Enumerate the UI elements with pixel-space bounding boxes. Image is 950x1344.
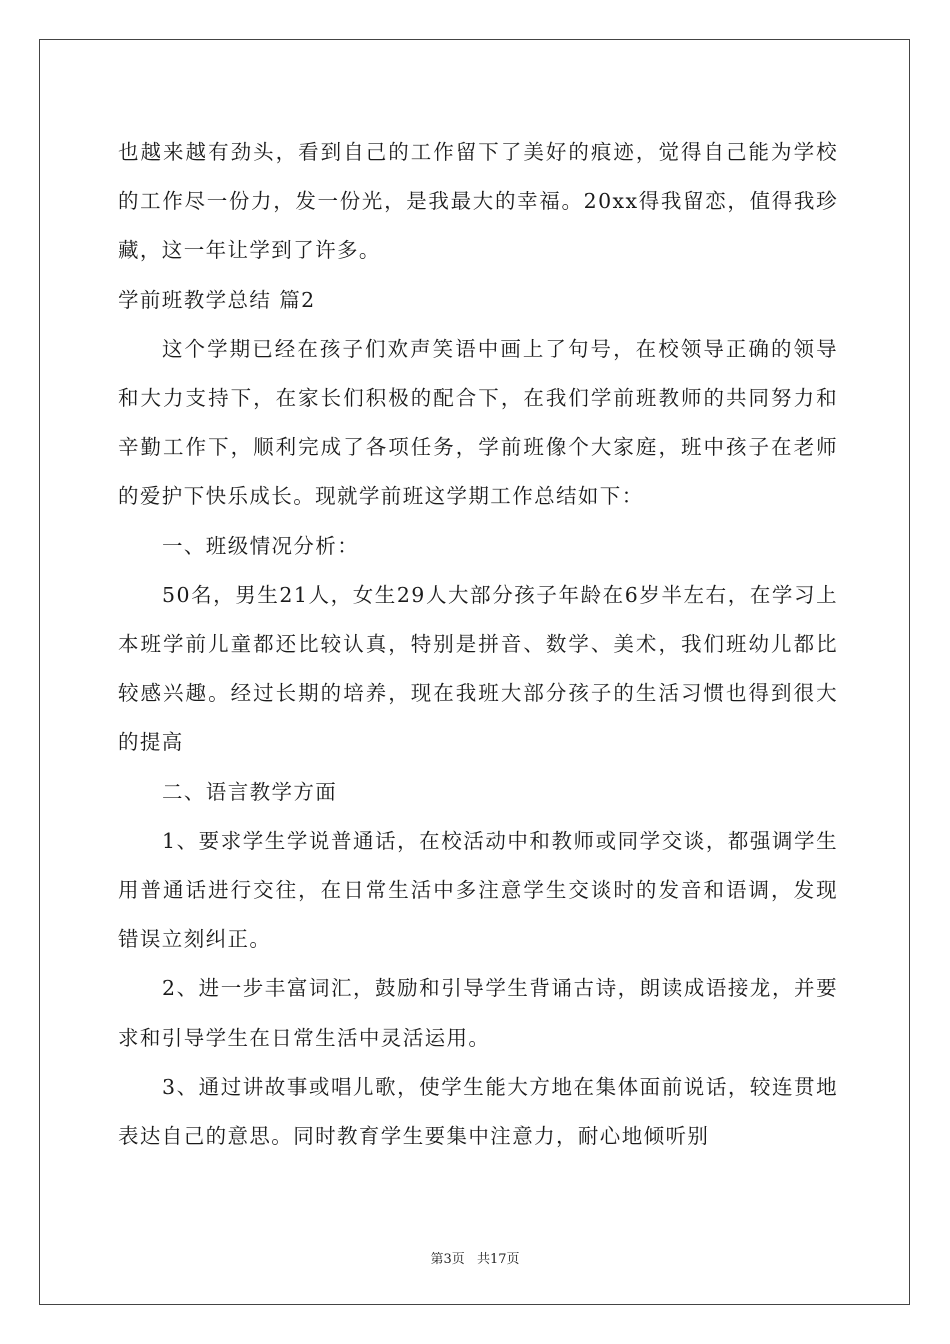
subheading-language-teaching: 二、语言教学方面 [162,779,338,804]
paragraph-item-1: 1、要求学生学说普通话，在校活动中和教师或同学交谈，都强调学生用普通话进行交往，在日常生活中多注意学生交谈时的发音和语调，发现错误立刻纠正。 [118,828,838,952]
paragraph-class-analysis: 50名，男生21人，女生29人大部分孩子年龄在6岁半左右，在学习上本班学前儿童都还比较认真，特别是拼音、数学、美术，我们班幼儿都比较感兴趣。经过长期的培养，现在我班大部分孩子的生活习惯也得到很大的提高 [118,582,838,755]
paragraph-item-3: 3、通过讲故事或唱儿歌，使学生能大方地在集体面前说话，较连贯地表达自己的意思。同时教育学生要集中注意力，耐心地倾听别 [118,1074,838,1149]
paragraph-intro: 这个学期已经在孩子们欢声笑语中画上了句号，在校领导正确的领导和大力支持下，在家长们积极的配合下，在我们学前班教师的共同努力和辛勤工作下，顺利完成了各项任务，学前班像个大家庭，班中孩子在老师的爱护下快乐成长。现就学前班这学期工作总结如下： [118,336,838,509]
page-number-total: 共17页 [476,1252,520,1267]
page-footer [0,1248,950,1267]
document-body [118,128,838,1161]
section-heading: 学前班教学总结 篇2 [118,287,316,312]
page-number-current: 第3页 [430,1252,465,1267]
paragraph-continuation: 也越来越有劲头，看到自己的工作留下了美好的痕迹，觉得自己能为学校的工作尽一份力，发一份光，是我最大的幸福。20xx得我留恋，值得我珍藏，这一年让学到了许多。 [118,140,838,263]
paragraph-item-2: 2、进一步丰富词汇，鼓励和引导学生背诵古诗，朗读成语接龙，并要求和引导学生在日常生活中灵活运用。 [118,976,838,1050]
subheading-class-analysis: 一、班级情况分析： [162,533,360,558]
